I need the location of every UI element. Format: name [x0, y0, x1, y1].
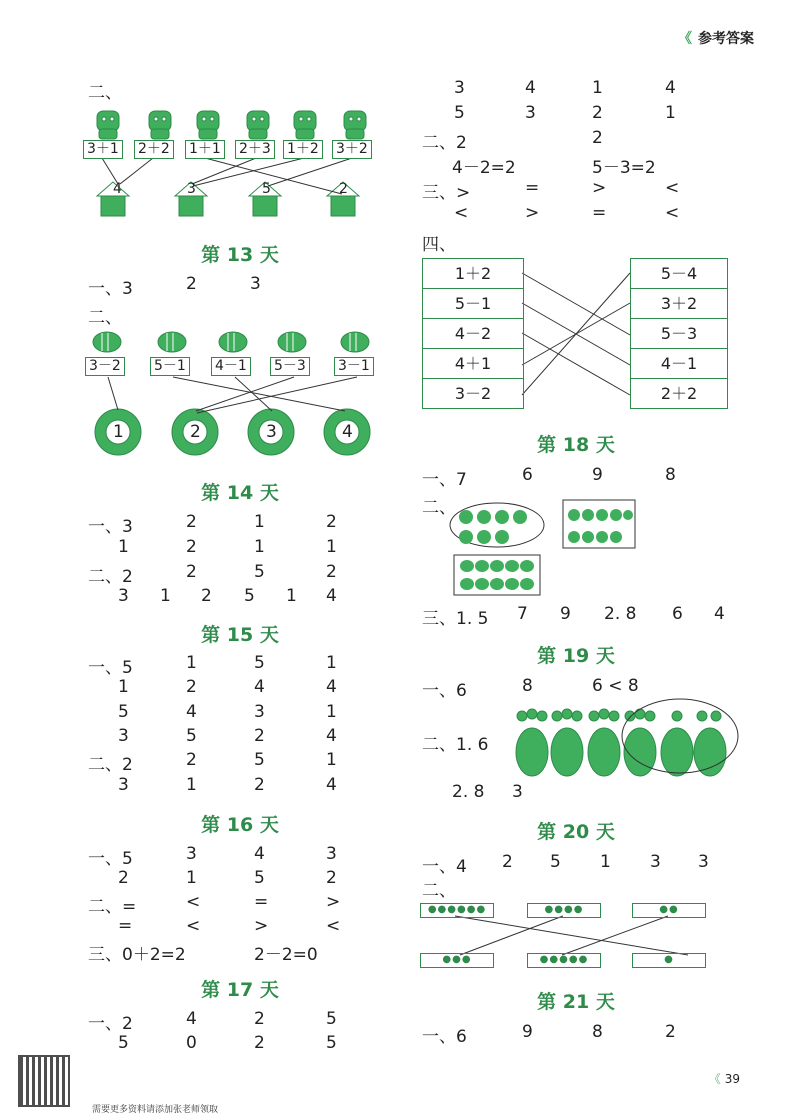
- table-left: [422, 258, 524, 409]
- cell: 5: [326, 1009, 337, 1029]
- cell: <: [665, 203, 680, 223]
- cell: 5: [254, 750, 265, 770]
- cell: 2. 8: [452, 782, 485, 802]
- day20-row1: [422, 852, 732, 877]
- cell: 2: [254, 726, 265, 746]
- day17-row2: [88, 1033, 388, 1055]
- day15-row4: [88, 726, 388, 748]
- cell: 2: [326, 868, 337, 888]
- dog-icon: [97, 111, 119, 139]
- table-cell: 2＋2: [660, 384, 698, 403]
- cell: 6: [522, 465, 533, 485]
- cell: 二、2: [422, 133, 467, 153]
- cell: 8: [592, 1022, 603, 1042]
- cell: 3: [186, 844, 197, 864]
- dog-icons: [97, 111, 366, 139]
- house-num: 3: [187, 181, 196, 197]
- expr-box: 2＋3: [235, 140, 275, 159]
- day14-row2: [88, 537, 388, 559]
- cell: 3: [454, 78, 465, 98]
- cell: 一、5: [88, 849, 133, 869]
- table-cell: 4＋1: [423, 349, 523, 379]
- cell: 1: [118, 677, 129, 697]
- cell: 1: [665, 103, 676, 123]
- pear-group: [563, 500, 635, 548]
- cell: 1: [326, 537, 337, 557]
- cell: 4: [186, 1009, 197, 1029]
- expr-box: 1＋2: [283, 140, 323, 159]
- cell: 2. 8: [604, 604, 637, 624]
- house-icons: [97, 182, 359, 216]
- cell: 3: [250, 274, 261, 294]
- vase-icons: [516, 709, 726, 776]
- flower-icons: [95, 409, 370, 455]
- cell: 2: [186, 562, 197, 582]
- cell: 2: [186, 274, 197, 294]
- match-lines-4: [455, 916, 688, 955]
- dot-box: ●●●●●: [527, 953, 601, 968]
- cell: 4: [186, 702, 197, 722]
- cell: 2: [592, 103, 603, 123]
- day16-row2: [88, 868, 388, 890]
- cell: 2: [254, 1009, 265, 1029]
- day16-row5: [88, 940, 388, 965]
- dot-box: ●: [632, 953, 706, 968]
- bee-icons: [93, 332, 369, 352]
- cell: =: [254, 892, 269, 912]
- cell: 1: [600, 852, 611, 872]
- day18-label2: 二、: [422, 498, 456, 518]
- day19-row3: [422, 782, 722, 804]
- cell: 一、3: [88, 517, 133, 537]
- day13-row1: [88, 274, 388, 299]
- cell: 4: [326, 775, 337, 795]
- expr-box: 2＋2: [134, 140, 174, 159]
- day13-title: 第 13 天: [201, 244, 279, 266]
- cell: <: [186, 916, 201, 936]
- day20-label2: 二、: [422, 881, 456, 901]
- cell: 6 < 8: [592, 676, 639, 696]
- cell: 1: [326, 750, 337, 770]
- cell: 一、4: [422, 857, 467, 877]
- table-cell: 3－2: [454, 384, 492, 403]
- day18-row1: [422, 465, 722, 490]
- cell: 1: [286, 586, 297, 606]
- cell: 5: [186, 726, 197, 746]
- expr-box: 3＋1: [83, 140, 123, 159]
- cell: 1: [118, 537, 129, 557]
- day15-row2: [88, 677, 388, 699]
- vase-icon: [694, 711, 726, 776]
- cell: 3: [698, 852, 709, 872]
- cell: 2: [592, 128, 603, 148]
- chevron-left-icon: 《: [678, 31, 692, 47]
- day16-title: 第 16 天: [201, 814, 279, 836]
- cell: 一、2: [88, 1014, 133, 1034]
- cell: >: [326, 892, 341, 912]
- cell: 3: [525, 103, 536, 123]
- cell: 2: [665, 1022, 676, 1042]
- right-row6: [422, 203, 722, 225]
- cell: 4: [714, 604, 725, 624]
- cell: 2: [201, 586, 212, 606]
- house-num: 4: [113, 181, 122, 197]
- day15-row3: [88, 702, 388, 724]
- cell: 1: [160, 586, 171, 606]
- chevron-left-icon: 《: [708, 1072, 721, 1086]
- cell: 5: [244, 586, 255, 606]
- cell: 1: [186, 868, 197, 888]
- expr-box: 3＋2: [332, 140, 372, 159]
- cell: 8: [665, 465, 676, 485]
- right-row4: [422, 153, 722, 178]
- bee-icon: [158, 332, 186, 352]
- cell: 2: [186, 537, 197, 557]
- cell: 3: [118, 726, 129, 746]
- page-number-text: 39: [724, 1072, 740, 1086]
- cell: >: [254, 916, 269, 936]
- day15-row5: [88, 750, 388, 775]
- qr-code-icon: [18, 1055, 70, 1107]
- flower-num: 1: [113, 422, 124, 442]
- cell: 1: [592, 78, 603, 98]
- cell: 4: [254, 844, 265, 864]
- dot-box: ●●: [632, 903, 706, 918]
- table-right: [630, 258, 728, 409]
- cell: 1: [326, 702, 337, 722]
- cell: 5: [254, 868, 265, 888]
- footer-text: 需要更多资料请添加张老师领取: [92, 1105, 219, 1115]
- cell: 1: [186, 775, 197, 795]
- cell: 2: [186, 750, 197, 770]
- day19-row1: [422, 676, 722, 701]
- match-lines-2: [108, 377, 357, 413]
- cell: <: [665, 178, 680, 198]
- vase-icon: [551, 709, 583, 776]
- vase-icon: [588, 709, 620, 776]
- right-row1: [422, 78, 722, 100]
- cell: 2: [186, 512, 197, 532]
- bee-icon: [93, 332, 121, 352]
- day16-row4: [88, 916, 388, 938]
- cell: 2: [118, 868, 129, 888]
- cell: <: [326, 916, 341, 936]
- cell: 一、5: [88, 658, 133, 678]
- right-row2: [422, 103, 722, 125]
- cell: 二、=: [88, 897, 137, 917]
- day14-row3: [88, 562, 388, 587]
- expr-box: 5－1: [150, 357, 190, 376]
- house-num: 2: [339, 181, 348, 197]
- right-label4: 四、: [422, 235, 456, 255]
- cell: 2: [326, 562, 337, 582]
- day15-row6: [88, 775, 388, 797]
- vase-icon: [661, 711, 693, 776]
- cell: 三、1. 5: [422, 609, 489, 629]
- cell: 二、2: [88, 755, 133, 775]
- expr-box: 4－1: [211, 357, 251, 376]
- cell: 3: [650, 852, 661, 872]
- house-num: 5: [262, 181, 271, 197]
- cell: 一、3: [88, 279, 133, 299]
- cell: >: [592, 178, 607, 198]
- cell: 4－2=2: [452, 158, 516, 178]
- flower-num: 3: [266, 422, 277, 442]
- cell: 三、0＋2=2: [88, 945, 186, 965]
- cell: >: [525, 203, 540, 223]
- day21-row1: [422, 1022, 722, 1047]
- match-lines-3: [522, 273, 630, 395]
- apple-group: [450, 503, 544, 547]
- cell: 5: [254, 653, 265, 673]
- day15-row1: [88, 653, 388, 678]
- vase-icon: [516, 709, 548, 776]
- dot-box: ●●●: [420, 953, 494, 968]
- cell: 4: [326, 586, 337, 606]
- cell: 2－2=0: [254, 945, 318, 965]
- day19-row2: 二、1. 6: [422, 735, 489, 755]
- dog-icon: [344, 111, 366, 139]
- day14-title: 第 14 天: [201, 482, 279, 504]
- melon-group: [454, 555, 540, 595]
- page-number: [709, 1070, 740, 1087]
- flower-num: 2: [190, 422, 201, 442]
- cell: 4: [326, 726, 337, 746]
- table-cell: 1＋2: [423, 259, 523, 289]
- day21-title: 第 21 天: [537, 991, 615, 1013]
- dog-icon: [247, 111, 269, 139]
- cell: 4: [326, 677, 337, 697]
- cell: 4: [254, 677, 265, 697]
- cell: 一、6: [422, 681, 467, 701]
- cell: 1: [186, 653, 197, 673]
- cell: 一、6: [422, 1027, 467, 1047]
- cell: 9: [592, 465, 603, 485]
- cell: 3: [254, 702, 265, 722]
- expr-box: 3－2: [85, 357, 125, 376]
- dot-box: ●●●●●●: [420, 903, 494, 918]
- cell: 2: [186, 677, 197, 697]
- cell: 3: [512, 782, 523, 802]
- bee-icon: [219, 332, 247, 352]
- cell: 2: [254, 775, 265, 795]
- day17-row1: [88, 1009, 388, 1034]
- cell: 2: [326, 512, 337, 532]
- cell: 5－3=2: [592, 158, 656, 178]
- dog-icon: [294, 111, 316, 139]
- s0-label: 二、: [88, 83, 122, 103]
- cell: 9: [560, 604, 571, 624]
- dot-box: ●●●●: [527, 903, 601, 918]
- day16-row3: [88, 892, 388, 917]
- cell: 7: [517, 604, 528, 624]
- cell: 3: [118, 775, 129, 795]
- day20-title: 第 20 天: [537, 821, 615, 843]
- cell: 5: [454, 103, 465, 123]
- expr-box: 3－1: [334, 357, 374, 376]
- cell: =: [525, 178, 540, 198]
- cell: 一、7: [422, 470, 467, 490]
- cell: 三、>: [422, 183, 471, 203]
- bee-icon: [278, 332, 306, 352]
- cell: =: [118, 916, 133, 936]
- day17-title: 第 17 天: [201, 979, 279, 1001]
- cell: 9: [522, 1022, 533, 1042]
- dog-icon: [149, 111, 171, 139]
- cell: 5: [254, 562, 265, 582]
- cell: 二、2: [88, 567, 133, 587]
- cell: 1: [254, 512, 265, 532]
- day14-row1: [88, 512, 388, 537]
- day13-label2: 二、: [88, 308, 122, 328]
- expr-box: 5－3: [270, 357, 310, 376]
- table-cell: 5－3: [631, 319, 727, 349]
- cell: 3: [326, 844, 337, 864]
- day16-row1: [88, 844, 388, 869]
- cell: 2: [502, 852, 513, 872]
- cell: 3: [118, 586, 129, 606]
- cell: 5: [326, 1033, 337, 1053]
- cell: 2: [254, 1033, 265, 1053]
- cell: 6: [672, 604, 683, 624]
- bee-icon: [341, 332, 369, 352]
- table-cell: 4－2: [423, 319, 523, 349]
- cell: 5: [118, 1033, 129, 1053]
- header-text: 参考答案: [698, 31, 754, 47]
- cell: 5: [118, 702, 129, 722]
- day14-row4: [88, 586, 388, 608]
- dog-icon: [197, 111, 219, 139]
- cell: 4: [525, 78, 536, 98]
- flower-num: 4: [342, 422, 353, 442]
- table-cell: 4－1: [631, 349, 727, 379]
- day18-title: 第 18 天: [537, 434, 615, 456]
- table-cell: 5－4: [631, 259, 727, 289]
- match-lines-1: [102, 158, 352, 194]
- cell: 4: [665, 78, 676, 98]
- cell: 1: [254, 537, 265, 557]
- right-row3: [422, 128, 722, 153]
- day15-title: 第 15 天: [201, 624, 279, 646]
- cell: <: [186, 892, 201, 912]
- day19-title: 第 19 天: [537, 645, 615, 667]
- day18-row3: [422, 604, 732, 629]
- cell: 5: [550, 852, 561, 872]
- cell: =: [592, 203, 607, 223]
- expr-box: 1＋1: [185, 140, 225, 159]
- cell: <: [454, 203, 469, 223]
- table-cell: 3＋2: [631, 289, 727, 319]
- cell: 8: [522, 676, 533, 696]
- cell: 1: [326, 653, 337, 673]
- table-cell: 5－1: [423, 289, 523, 319]
- right-row5: [422, 178, 722, 203]
- cell: 0: [186, 1033, 197, 1053]
